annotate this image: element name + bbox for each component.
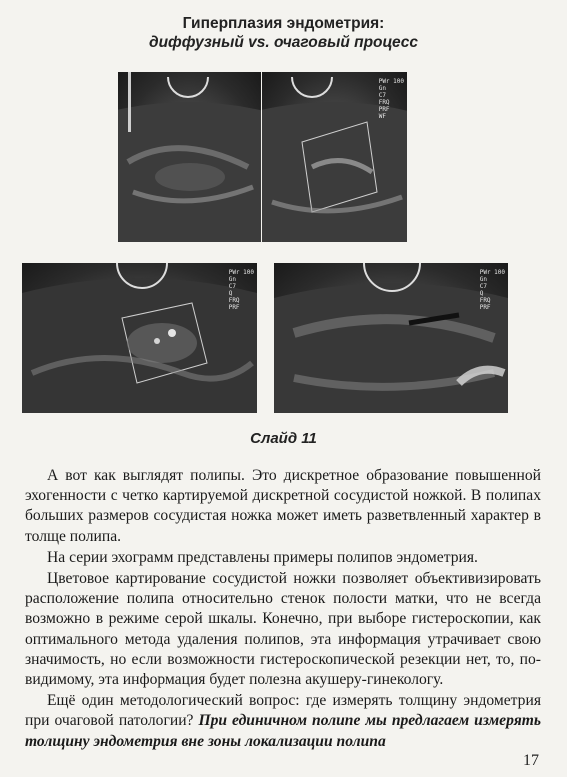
paragraph [25,691,541,752]
paragraph: Цветовое картирование сосудистой ножки позволяет объективизировать расположение полипа относительно стенок полости матки, что не всегда возможно в режиме серой шкалы. Конечно, при выборе гистероскопии, как оптимального метода удаления полипов, эта информация утрачивает свою значимость, но если возможности гистероскопической резекции нет, то, по-видимому, эта информация будет полезна акушеру-гинекологу. [25,570,541,689]
page-number: 17 [523,752,539,769]
slide-title-subtitle: диффузный vs. очаговый процесс [149,34,418,51]
paragraph-text: Ещё один методологический вопрос: где измерять толщину эндометрия при очаговой патологии? [25,692,541,730]
ultrasound-settings-overlay: PWr 100 Gn C7 FRQ PRF WF [378,78,404,120]
ultrasound-image-diffuse-left [118,72,261,242]
ultrasound-settings-overlay: PWr 100 Gn C7 Q FRQ PRF [228,269,254,311]
slide-title [0,14,567,52]
paragraph: На серии эхограмм представлены примеры полипов эндометрия. [47,548,478,566]
ultrasound-image-diffuse-right [262,72,407,242]
slide-title-main: Гиперплазия эндометрия: [182,15,385,32]
ultrasound-settings-overlay: PWr 100 Gn C7 Q FRQ PRF [479,269,505,311]
emphasis-text: При единичном полипе мы предлагаем измерять толщину эндометрия вне зоны локализации полипа [25,712,541,750]
body-text [25,466,541,752]
paragraph: А вот как выглядят полипы. Это дискретное образование повышенной эхогенности с четко картируемой дискретной сосудистой ножкой. В полипах больших размеров сосудистая ножка может иметь разветвленный характер в толще полипа. [25,467,541,545]
ultrasound-image-focal-gray [274,263,508,413]
slide-caption: Слайд 11 [250,430,317,447]
ultrasound-image-focal-doppler [22,263,257,413]
